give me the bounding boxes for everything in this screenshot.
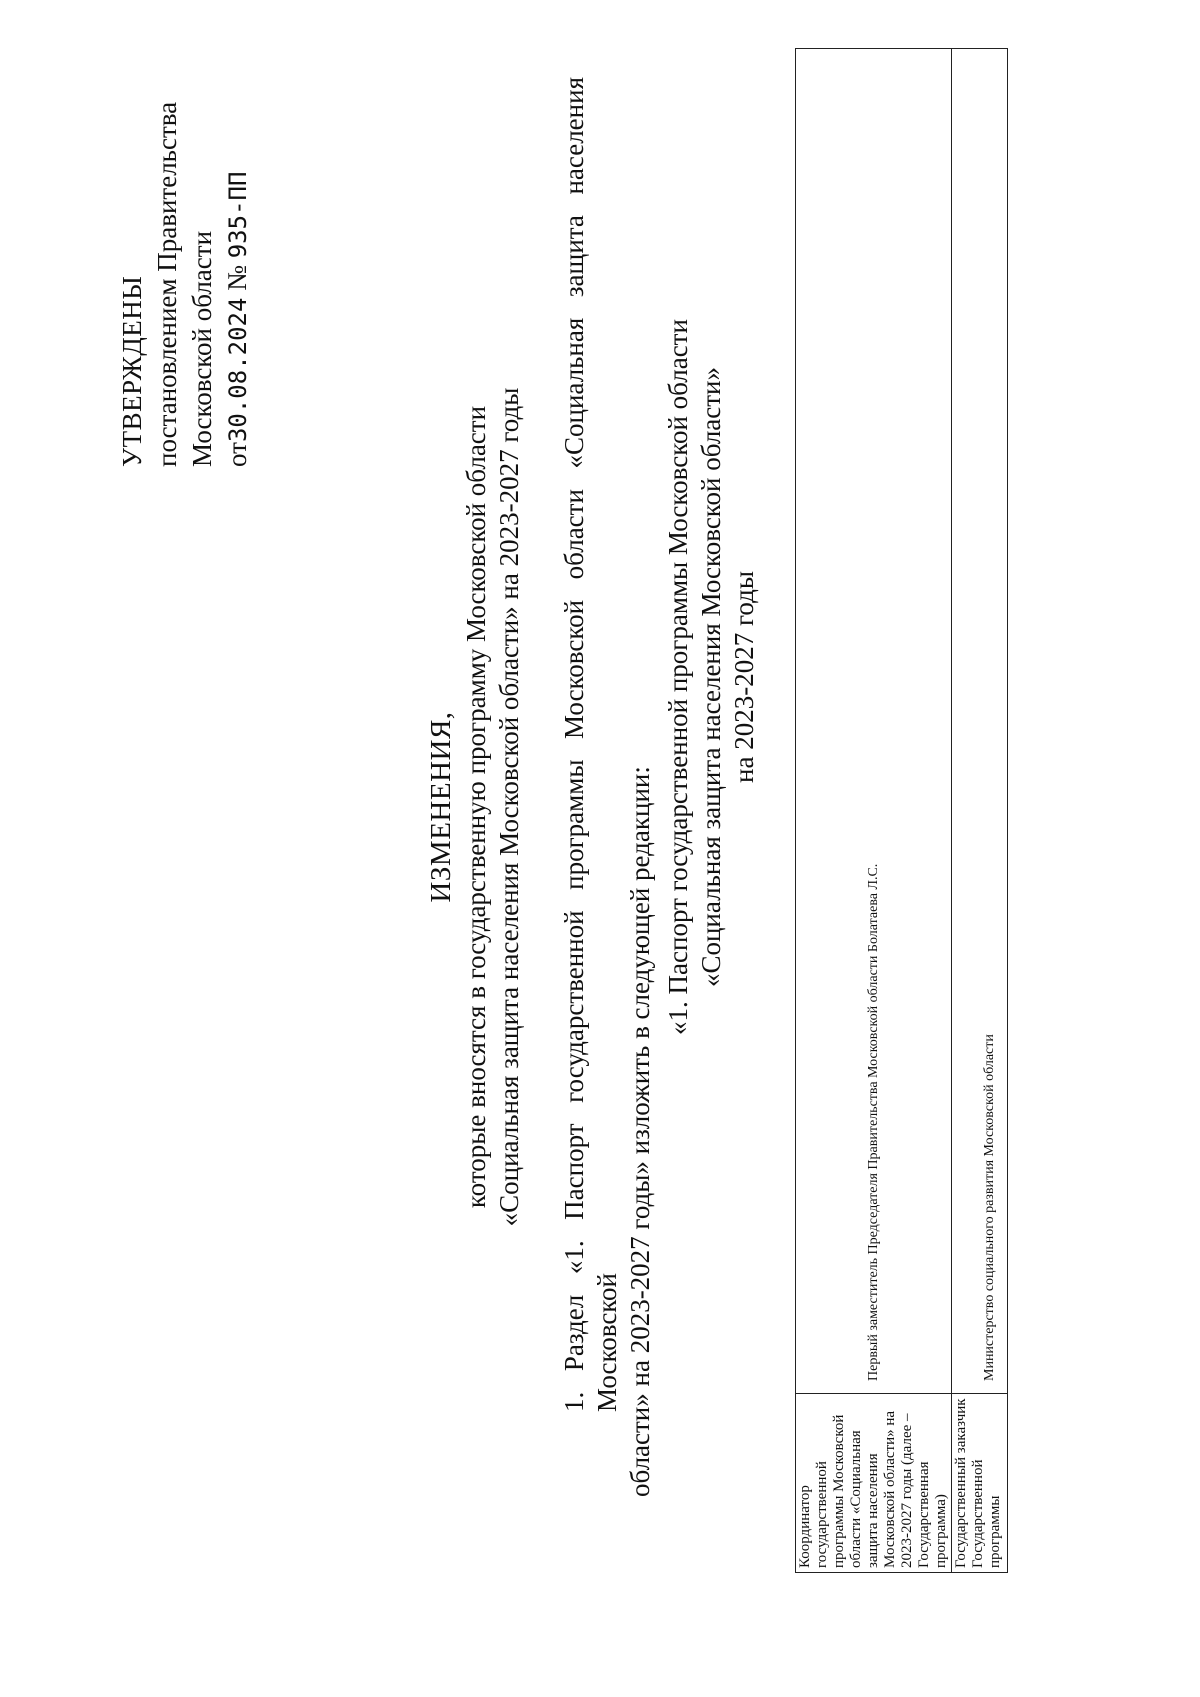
section-line-2: области» на 2023-2027 годы» изложить в следующей редакции:	[625, 766, 655, 1497]
approval-date-prefix: от	[222, 442, 252, 467]
document-title	[425, 277, 526, 1337]
approval-date-line	[220, 27, 256, 467]
table-cell-value: Министерство социального развития Московской области	[952, 49, 1008, 1394]
table-cell-label: Государственный заказчик Государственной программы	[952, 1394, 1008, 1573]
approval-stamp	[115, 27, 256, 467]
approval-line-2: Московской области	[187, 230, 217, 467]
table-cell-value: Первый заместитель Председателя Правительства Московской области Болатаева Л.С.	[796, 49, 952, 1394]
approval-heading: УТВЕРЖДЕНЫ	[117, 275, 147, 467]
approval-number-prefix: №	[222, 265, 252, 291]
title-line-1: которые вносятся в государственную программу Московской области	[461, 405, 491, 1209]
section-paragraph	[558, 77, 657, 1497]
passport-line-2: «Социальная защита населения Московской области»	[696, 366, 726, 988]
approval-line-1: постановлением Правительства	[152, 101, 182, 467]
table-row	[952, 49, 1008, 1573]
title-heading: ИЗМЕНЕНИЯ,	[425, 711, 457, 903]
approval-date: 30.08.2024	[224, 297, 252, 443]
table-cell-label: Координатор государственной программы Московской области «Социальная защита населения Московской области» на 2023-2027 годы (далее – Государственная программа)	[796, 1394, 952, 1573]
passport-line-1: «1. Паспорт государственной программы Московской области	[663, 319, 693, 1035]
passport-table	[795, 48, 1008, 1573]
passport-heading	[662, 217, 761, 1137]
passport-line-3: на 2023-2027 годы	[729, 571, 759, 783]
table-row	[796, 49, 952, 1573]
approval-number: 935-ПП	[224, 171, 252, 259]
section-line-1: 1. Раздел «1. Паспорт государственной программы Московской области «Социальная защита населения Московской	[559, 77, 622, 1412]
title-line-2: «Социальная защита населения Московской области» на 2023-2027 годы	[494, 387, 524, 1227]
